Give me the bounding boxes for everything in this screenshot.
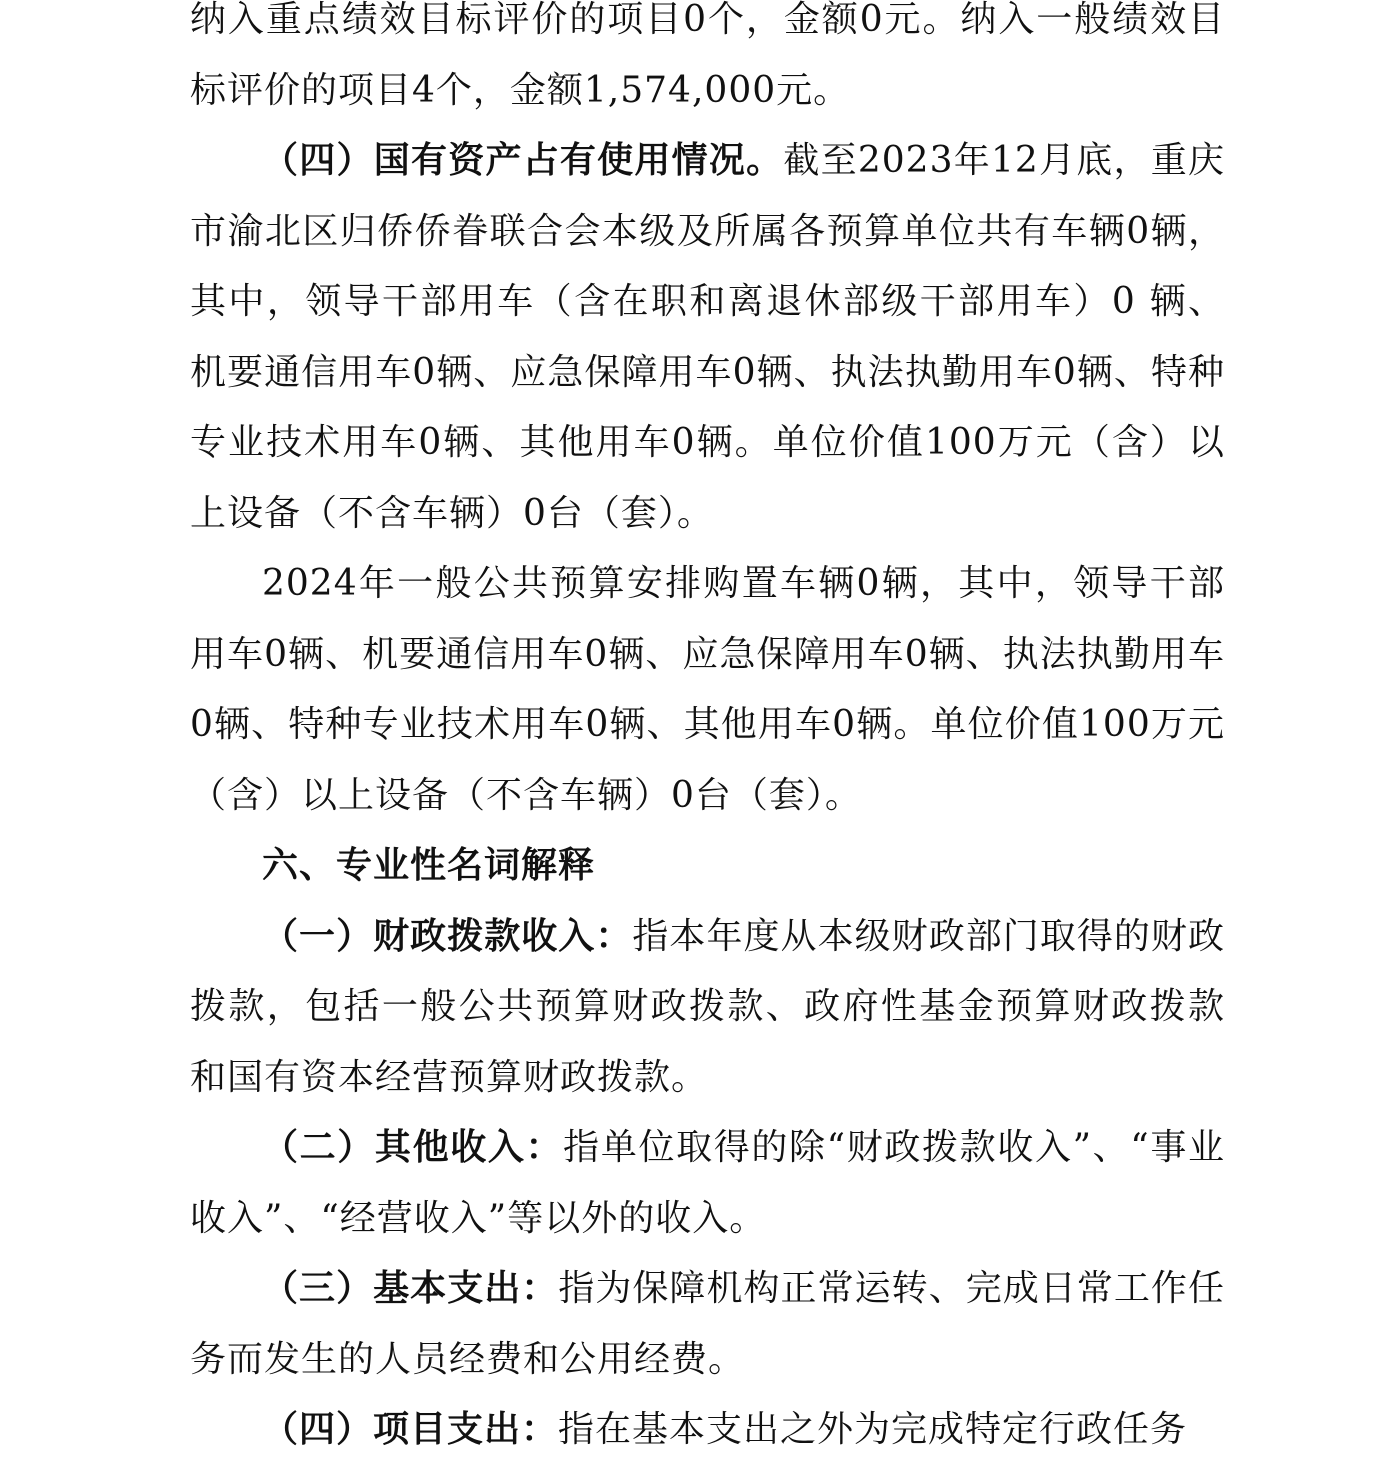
paragraph-term-basic-expenditure <box>190 1254 1225 1395</box>
paragraph-text: 2024年一般公共预算安排购置车辆0辆，其中，领导干部用车0辆、机要通信用车0辆、应急保障用车0辆、执法执勤用车0辆、特种专业技术用车0辆、其他用车0辆。单位价值100万元（含）以上设备（不含车辆）0台（套）。 <box>190 563 1225 816</box>
document-page <box>190 0 1225 1466</box>
paragraph-state-assets <box>190 126 1225 549</box>
term-definition: 指单位取得的除“财政拨款收入”、“事业收入”、“经营收入”等以外的收入。 <box>190 1127 1225 1239</box>
term-label: （二）其他收入： <box>262 1127 564 1168</box>
term-definition: 指为保障机构正常运转、完成日常工作任务而发生的人员经费和公用经费。 <box>190 1268 1225 1380</box>
paragraph-text: 截至2023年12月底，重庆市渝北区归侨侨眷联合会本级及所属各预算单位共有车辆0辆，其中，领导干部用车（含在职和离退休部级干部用车）0 辆、机要通信用车0辆、应急保障用车0辆、执法执勤用车0辆、特种专业技术用车0辆、其他用车0辆。单位价值100万元（含）以上设备（不含车辆）0台（套）。 <box>190 140 1225 534</box>
term-definition: 指在基本支出之外为完成特定行政任务 <box>558 1409 1188 1450</box>
paragraph-term-fiscal-appropriation <box>190 902 1225 1114</box>
paragraph-term-project-expenditure <box>190 1395 1225 1466</box>
term-definition: 指本年度从本级财政部门取得的财政拨款，包括一般公共预算财政拨款、政府性基金预算财政拨款和国有资本经营预算财政拨款。 <box>190 915 1225 1098</box>
term-label: （四）项目支出： <box>262 1409 559 1450</box>
term-label: （一）财政拨款收入： <box>262 915 633 957</box>
paragraph-performance-evaluation <box>190 0 1225 126</box>
paragraph-text: 纳入重点绩效目标评价的项目0个，金额0元。纳入一般绩效目标评价的项目4个，金额1,574,000元。 <box>190 0 1225 111</box>
term-label: （三）基本支出： <box>262 1268 559 1309</box>
paragraph-vehicle-budget <box>190 549 1225 831</box>
paragraph-lead-in: （四）国有资产占有使用情况。 <box>262 140 784 181</box>
paragraph-term-other-income <box>190 1113 1225 1254</box>
section-heading: 六、专业性名词解释 <box>262 845 596 886</box>
